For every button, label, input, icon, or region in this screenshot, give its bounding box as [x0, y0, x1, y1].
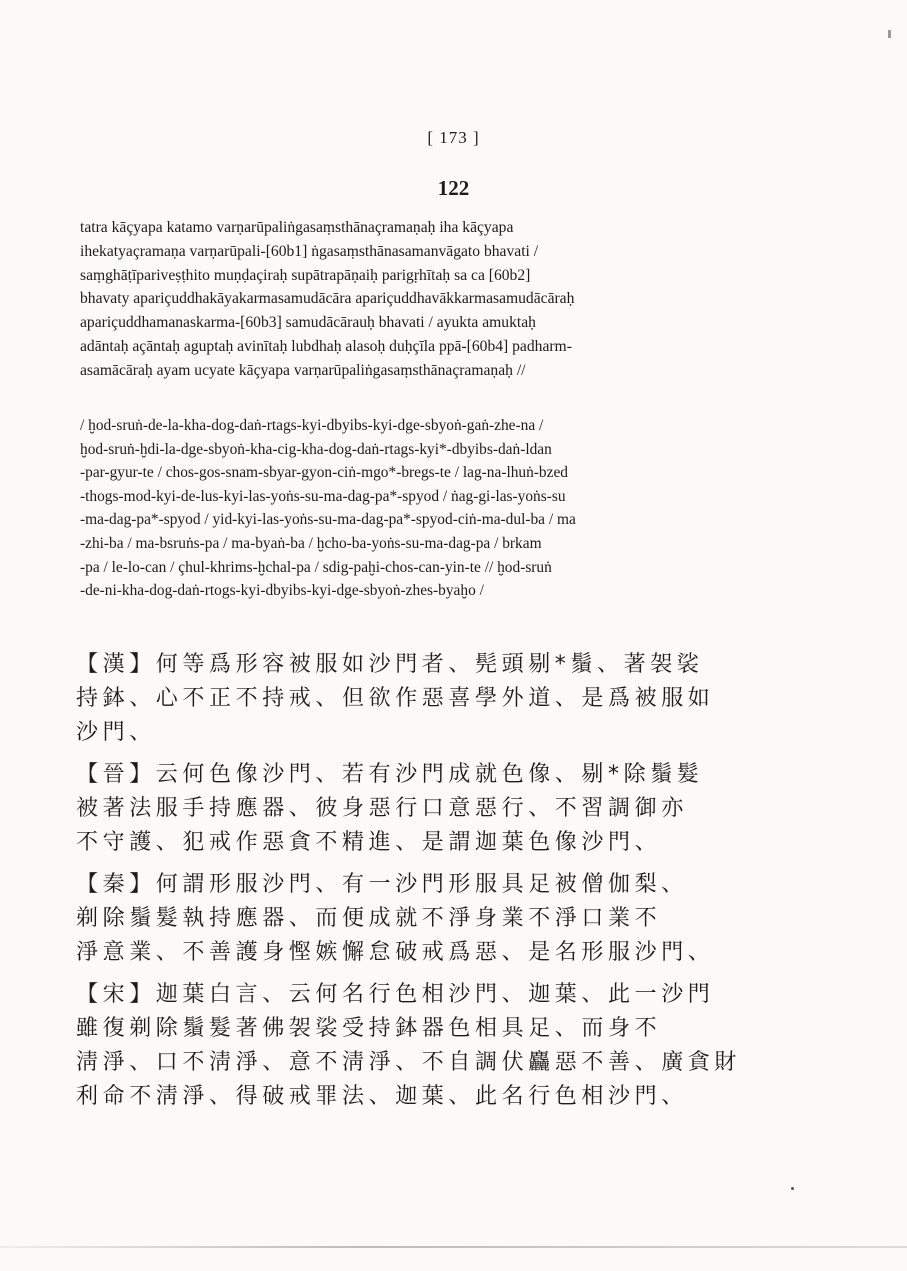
chinese-line: 【漢】何等爲形容被服如沙門者、髡頭剔*鬚、著袈裟 [76, 652, 704, 677]
chinese-line: 淨意業、不善護身慳嫉懈怠破戒爲惡、是名形服沙門、 [76, 940, 715, 965]
tibetan-line: -ma-dag-pa*-spyod / yid-kyi-las-yoṅs-su-ma-dag-pa*-spyod-ciṅ-ma-dul-ba / ma [80, 511, 576, 529]
chinese-line: 【宋】迦葉白言、云何名行色相沙門、迦葉、此一沙門 [76, 982, 715, 1007]
scan-speck [791, 1187, 794, 1190]
chinese-line: 沙門、 [76, 720, 156, 745]
sanskrit-line: asamācāraḥ ayam ucyate kāçyapa varṇarūpaliṅgasaṃsthānaçramaṇaḥ // [80, 361, 526, 379]
tibetan-line: / ḫod-sruṅ-de-la-kha-dog-daṅ-rtags-kyi-dbyibs-kyi-dge-sbyoṅ-gaṅ-zhe-na / [80, 417, 544, 434]
tibetan-line: -par-gyur-te / chos-gos-snam-sbyar-gyon-ciṅ-mgo*-bregs-te / lag-na-lhuṅ-bzed [80, 464, 568, 482]
sanskrit-line: apariçuddhamanaskarma-[60b3] samudācārauḥ bhavati / ayukta amuktaḥ [80, 314, 536, 332]
chinese-line: 淸淨、口不淸淨、意不淸淨、不自調伏麤惡不善、廣貪財 [76, 1050, 742, 1075]
scan-edge-mark [888, 30, 891, 38]
tibetan-line: -de-ni-kha-dog-daṅ-rtogs-kyi-dbyibs-kyi-dge-sbyoṅ-zhes-byaḫo / [80, 582, 484, 600]
chinese-line: 被著法服手持應器、彼身惡行口意惡行、不習調御亦 [76, 796, 688, 821]
chinese-paragraph-qin [76, 868, 726, 970]
chinese-paragraph-song [76, 978, 742, 1114]
page-number: [ 173 ] [427, 128, 480, 147]
sanskrit-line: tatra kāçyapa katamo varṇarūpaliṅgasaṃsthānaçramaṇaḥ iha kāçyapa [80, 219, 514, 236]
chinese-line: 【晉】云何色像沙門、若有沙門成就色像、剔*除鬚髮 [76, 762, 704, 787]
chinese-line: 不守護、犯戒作惡貪不精進、是謂迦葉色像沙門、 [76, 830, 662, 855]
chinese-line: 【秦】何謂形服沙門、有一沙門形服具足被僧伽梨、 [76, 872, 688, 897]
chinese-line: 利命不淸淨、得破戒罪法、迦葉、此名行色相沙門、 [76, 1084, 688, 1109]
chinese-line: 剃除鬚髮執持應器、而便成就不淨身業不淨口業不 [76, 906, 662, 931]
chinese-line: 持鉢、心不正不持戒、但欲作惡喜學外道、是爲被服如 [76, 686, 715, 711]
sanskrit-line: adāntaḥ açāntaḥ aguptaḥ avinītaḥ lubdhaḥ alasoḥ duḥçīla ppā-[60b4] padharm- [80, 337, 572, 355]
sanskrit-line: saṃghāṭīpariveṣṭhito muṇḍaçiraḥ supātrapāṇaiḥ parigṛhītaḥ sa ca [60b2] [80, 266, 531, 284]
sanskrit-line: ihekatyaçramaṇa varṇarūpali-[60b1] ṅgasaṃsthānasamanvāgato bhavati / [80, 242, 539, 260]
tibetan-line: -zhi-ba / ma-bsruṅs-pa / ma-byaṅ-ba / ḫcho-ba-yoṅs-su-ma-dag-pa / brkam [80, 534, 542, 552]
tibetan-line: -thogs-mod-kyi-de-lus-kyi-las-yoṅs-su-ma-dag-pa*-spyod / ṅag-gi-las-yoṅs-su [80, 487, 566, 505]
scan-bottom-line [0, 1246, 907, 1248]
tibetan-line: -pa / le-lo-can / çhul-khrims-ḫchal-pa / sdig-paḫi-chos-can-yin-te // ḫod-sruṅ [80, 558, 552, 576]
section-number: 122 [437, 176, 470, 200]
tibetan-paragraph [80, 414, 740, 603]
chinese-paragraph-jin [76, 758, 726, 860]
tibetan-line: ḫod-sruṅ-ḫdi-la-dge-sbyoṅ-kha-cig-kha-dog-daṅ-rtags-kyi*-dbyibs-daṅ-ldan [80, 440, 552, 458]
sanskrit-line: bhavaty apariçuddhakāyakarmasamudācāra apariçuddhavākkarmasamudācāraḥ [80, 290, 575, 308]
sanskrit-paragraph [80, 216, 740, 383]
chinese-line: 雖復剃除鬚髮著佛袈裟受持鉢器色相具足、而身不 [76, 1016, 662, 1041]
chinese-paragraph-han [76, 648, 726, 750]
